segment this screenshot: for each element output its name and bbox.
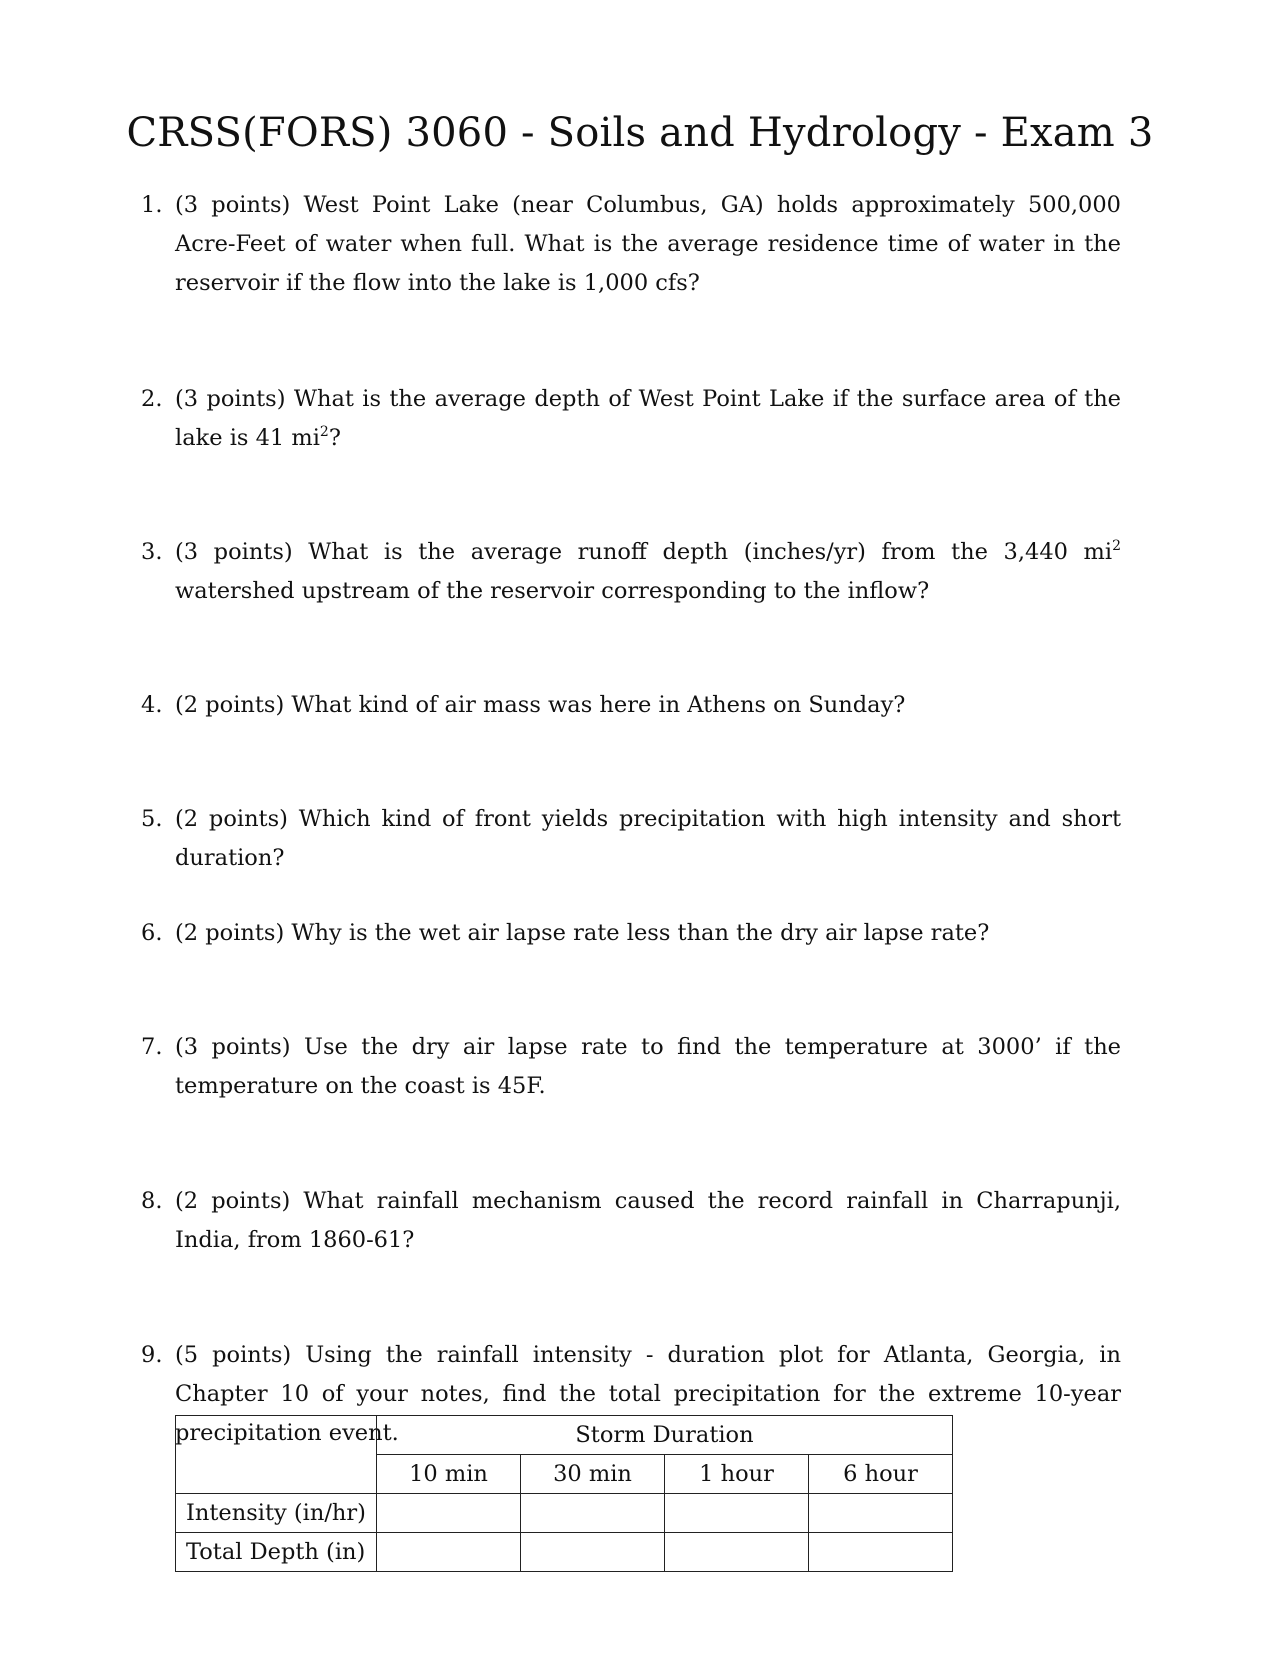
question-6 — [141, 914, 1121, 953]
answer-cell[interactable] — [665, 1533, 809, 1572]
answer-cell[interactable] — [809, 1533, 953, 1572]
question-7 — [141, 1028, 1121, 1106]
question-2 — [141, 380, 1121, 458]
question-text-end: ? — [328, 425, 341, 451]
question-number: 6. — [141, 920, 163, 946]
question-text: (5 points) Using the rainfall intensity - duration plot for Atlanta, Georgia, in Chapter 10 of your notes, find the total precipitation for the extreme 10-year precipitation event. — [175, 1342, 1121, 1446]
question-text — [175, 380, 1121, 458]
question-8 — [141, 1182, 1121, 1260]
question-1 — [141, 186, 1121, 303]
answer-cell[interactable] — [809, 1494, 953, 1533]
answer-cell[interactable] — [665, 1494, 809, 1533]
column-header-30-min: 30 min — [521, 1455, 665, 1494]
question-text: (3 points) West Point Lake (near Columbus, GA) holds approximately 500,000 Acre-Feet of water when full. What is the average residence time of water in the reservoir if the flow into the lake is 1,000 cfs? — [175, 192, 1121, 296]
table-header-row — [176, 1416, 953, 1455]
question-number: 7. — [141, 1034, 163, 1060]
superscript-exponent: 2 — [319, 424, 329, 440]
table-row-total-depth — [176, 1533, 953, 1572]
question-number: 9. — [141, 1342, 163, 1368]
column-header-6-hour: 6 hour — [809, 1455, 953, 1494]
question-number: 2. — [141, 386, 163, 412]
storm-duration-header: Storm Duration — [377, 1416, 953, 1455]
column-header-1-hour: 1 hour — [665, 1455, 809, 1494]
question-text-main: (3 points) What is the average depth of West Point Lake if the surface area of the lake is 41 mi — [175, 386, 1121, 451]
question-text: (2 points) Which kind of front yields precipitation with high intensity and short duration? — [175, 806, 1121, 871]
question-number: 1. — [141, 192, 163, 218]
table-corner-cell — [176, 1416, 377, 1494]
storm-duration-table — [175, 1415, 953, 1572]
answer-cell[interactable] — [521, 1533, 665, 1572]
column-header-10-min: 10 min — [377, 1455, 521, 1494]
question-number: 5. — [141, 806, 163, 832]
answer-cell[interactable] — [377, 1533, 521, 1572]
question-number: 4. — [141, 692, 163, 718]
question-text — [175, 533, 1121, 611]
superscript-exponent: 2 — [1112, 538, 1121, 554]
question-number: 8. — [141, 1188, 163, 1214]
question-3 — [141, 533, 1121, 611]
question-4 — [141, 686, 1121, 725]
row-label-intensity: Intensity (in/hr) — [176, 1494, 377, 1533]
table-row-intensity — [176, 1494, 953, 1533]
question-text: (2 points) Why is the wet air lapse rate less than the dry air lapse rate? — [175, 920, 990, 946]
exam-title: CRSS(FORS) 3060 - Soils and Hydrology - Exam 3 — [126, 110, 1154, 156]
question-text-main: (3 points) What is the average runoff depth (inches/yr) from the 3,440 mi — [175, 539, 1113, 565]
question-text: (2 points) What rainfall mechanism caused the record rainfall in Charrapunji, India, from 1860-61? — [175, 1188, 1121, 1253]
answer-cell[interactable] — [377, 1494, 521, 1533]
question-text-end: watershed upstream of the reservoir corresponding to the inflow? — [175, 578, 930, 604]
answer-cell[interactable] — [521, 1494, 665, 1533]
question-number: 3. — [141, 539, 163, 565]
question-5 — [141, 800, 1121, 878]
question-text: (2 points) What kind of air mass was here in Athens on Sunday? — [175, 692, 906, 718]
row-label-total-depth: Total Depth (in) — [176, 1533, 377, 1572]
question-text: (3 points) Use the dry air lapse rate to find the temperature at 3000’ if the temperature on the coast is 45F. — [175, 1034, 1121, 1099]
